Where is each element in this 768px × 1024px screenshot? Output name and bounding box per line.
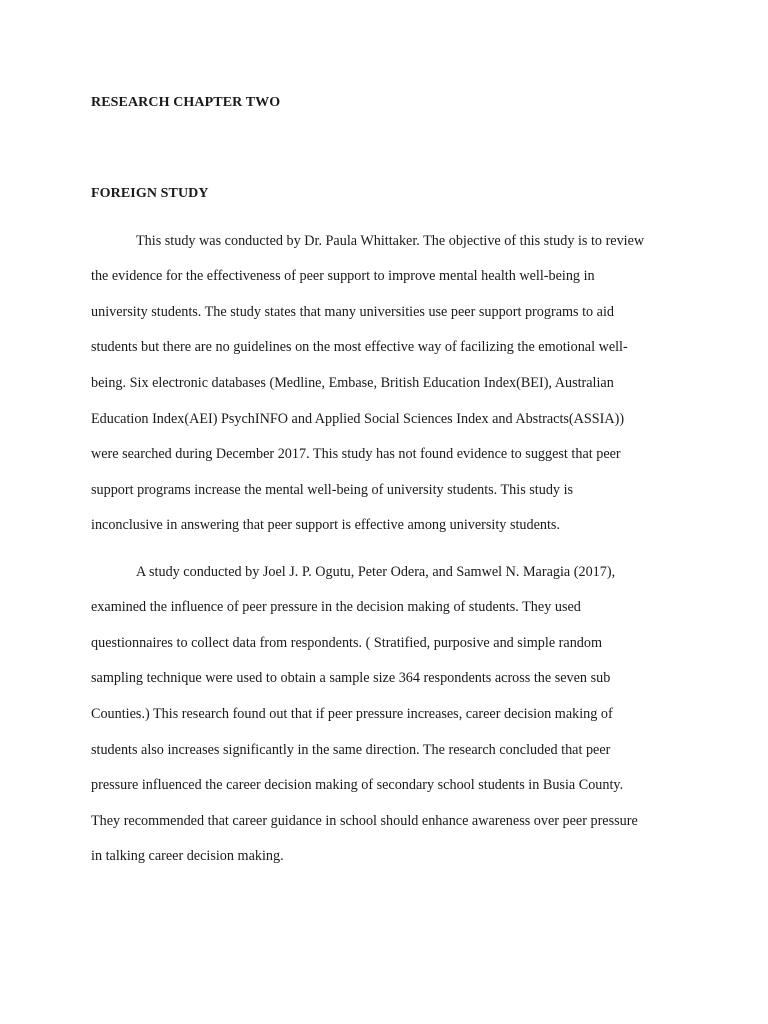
paragraph-line: support programs increase the mental well-being of university students. This study is [91, 482, 574, 498]
paragraph-line: A study conducted by Joel J. P. Ogutu, Peter Odera, and Samwel N. Maragia (2017), [136, 564, 616, 580]
paragraph-line: examined the influence of peer pressure in the decision making of students. They used [91, 599, 581, 615]
paragraph-line: the evidence for the effectiveness of peer support to improve mental health well-being in [91, 268, 595, 284]
paragraph-line: in talking career decision making. [91, 848, 284, 864]
paragraph-line: students but there are no guidelines on the most effective way of facilizing the emotional well- [91, 339, 628, 355]
paragraph-line: They recommended that career guidance in school should enhance awareness over peer pressure [91, 813, 638, 829]
paragraph-line: sampling technique were used to obtain a sample size 364 respondents across the seven sub [91, 670, 611, 686]
paragraph-line: Counties.) This research found out that if peer pressure increases, career decision making of [91, 706, 613, 722]
section-title: FOREIGN STUDY [91, 186, 209, 201]
chapter-title: RESEARCH CHAPTER TWO [91, 95, 281, 110]
paragraph-line: This study was conducted by Dr. Paula Whittaker. The objective of this study is to review [136, 233, 645, 249]
paragraph-line: pressure influenced the career decision making of secondary school students in Busia County. [91, 777, 624, 793]
paragraph-line: Education Index(AEI) PsychINFO and Applied Social Sciences Index and Abstracts(ASSIA)) [91, 411, 625, 427]
paragraph-line: being. Six electronic databases (Medline, Embase, British Education Index(BEI), Australian [91, 375, 614, 391]
paragraph-line: students also increases significantly in the same direction. The research concluded that peer [91, 742, 611, 758]
paragraph-line: university students. The study states that many universities use peer support programs to aid [91, 304, 615, 320]
paragraph-line: questionnaires to collect data from respondents. ( Stratified, purposive and simple random [91, 635, 603, 651]
paragraph-line: inconclusive in answering that peer support is effective among university students. [91, 517, 560, 533]
paragraph-line: were searched during December 2017. This study has not found evidence to suggest that peer [91, 446, 621, 462]
